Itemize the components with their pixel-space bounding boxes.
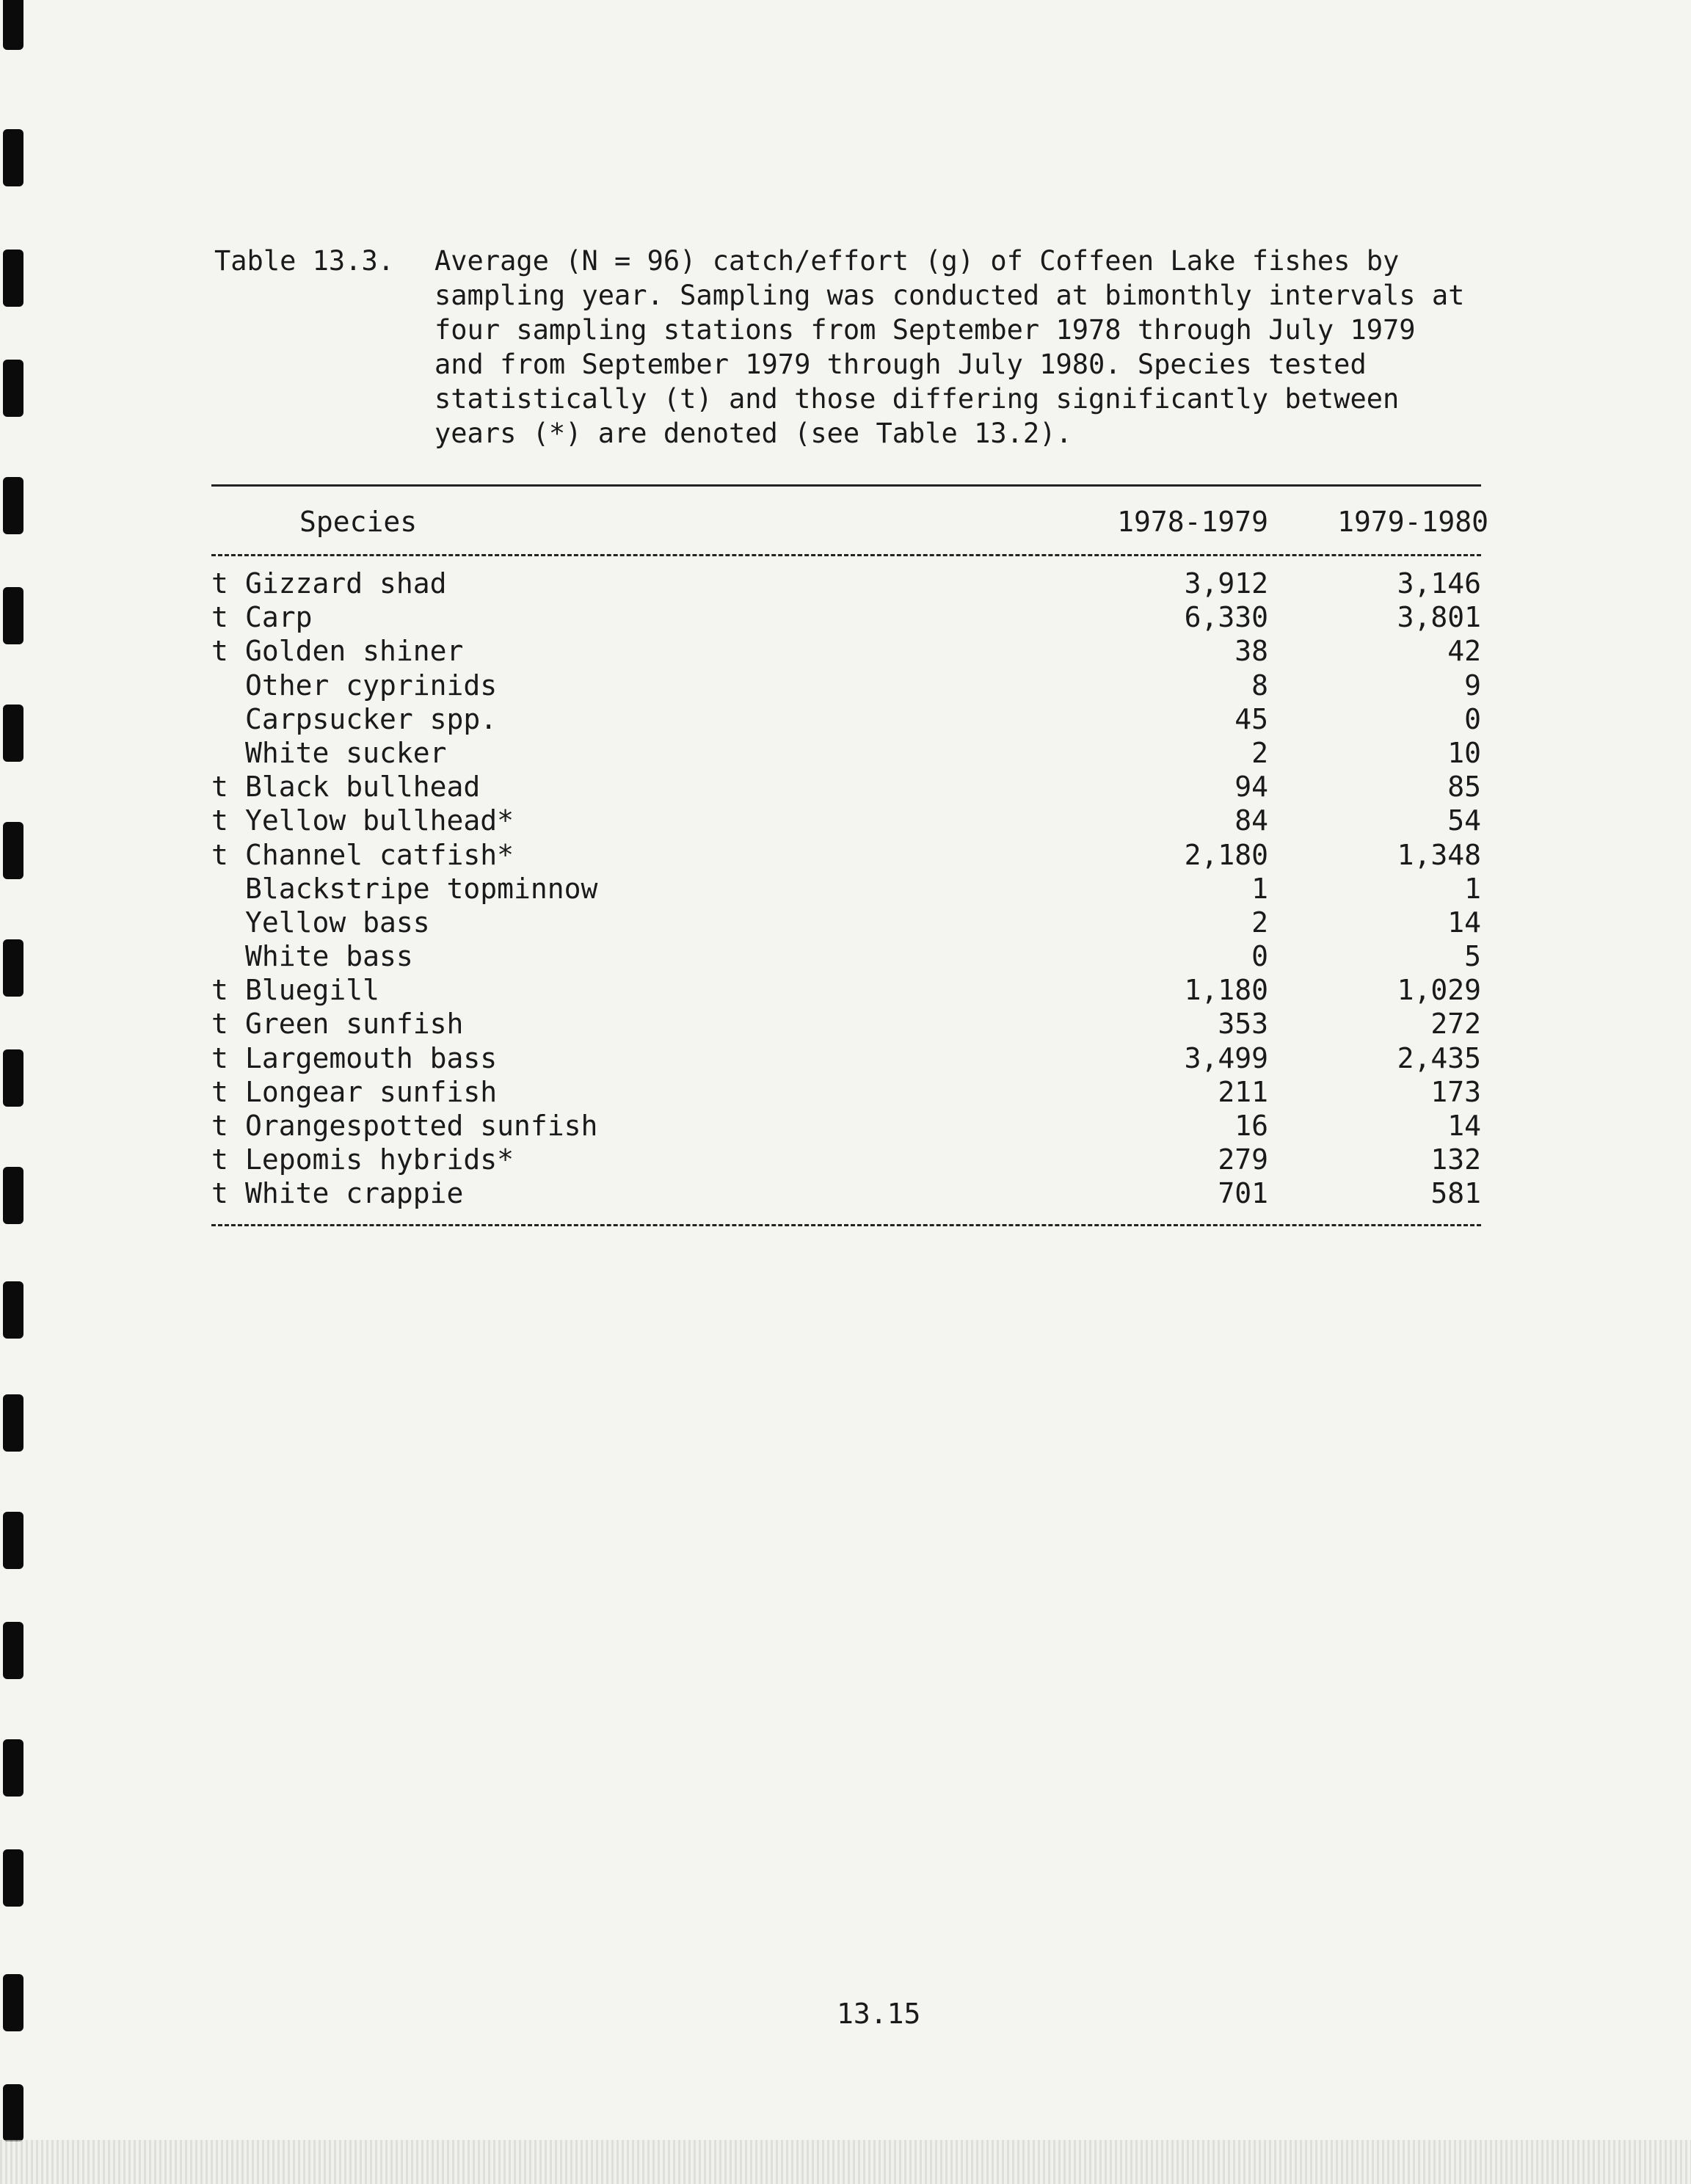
row-mark: t	[211, 804, 228, 837]
species-name: Gizzard shad	[245, 567, 447, 600]
value-1978-1979: 211	[1218, 1075, 1268, 1108]
value-1979-1980: 5	[1464, 940, 1481, 973]
species-name: Carp	[245, 601, 313, 634]
table-caption-text: Average (N = 96) catch/effort (g) of Coffeen Lake fishes by sampling year. Sampling was conducted at bimonthly intervals at four sampling stations from September 1978 through July 1979 and from September 1979 through July 1980. Species tested statistically (t) and those differing significantly between years (*) are denoted (see Table 13.2).	[434, 245, 1465, 449]
table-body	[211, 556, 1481, 1224]
table-row	[211, 567, 1481, 600]
value-1979-1980: 3,146	[1397, 567, 1481, 600]
punch-hole	[3, 705, 23, 762]
species-name: Channel catfish*	[245, 838, 514, 871]
table-row	[211, 906, 1481, 939]
species-name: Orangespotted sunfish	[245, 1110, 598, 1142]
row-mark	[211, 736, 245, 770]
punch-hole	[3, 822, 23, 879]
table-row	[211, 939, 1481, 973]
row-mark: t	[211, 838, 228, 871]
table-row	[211, 634, 1481, 668]
catch-effort-table	[211, 484, 1488, 1226]
species-name: White sucker	[245, 736, 447, 769]
row-mark: t	[211, 1008, 228, 1041]
value-1979-1980: 2,435	[1397, 1041, 1481, 1074]
species-name: Bluegill	[245, 974, 380, 1007]
row-mark: t	[211, 771, 228, 804]
table-row	[211, 1143, 1481, 1176]
punch-hole	[3, 2084, 23, 2141]
value-1978-1979: 1,180	[1184, 974, 1268, 1007]
value-1979-1980: 1	[1464, 872, 1481, 905]
value-1979-1980: 14	[1447, 1110, 1481, 1142]
species-name: Green sunfish	[245, 1008, 464, 1041]
row-mark: t	[211, 974, 228, 1007]
value-1978-1979: 0	[1251, 940, 1268, 973]
header-1978-1979: 1978-1979	[1117, 506, 1268, 538]
value-1978-1979: 353	[1218, 1008, 1268, 1041]
species-name: Largemouth bass	[245, 1041, 498, 1074]
table-top-rule	[211, 484, 1481, 487]
value-1979-1980: 581	[1430, 1177, 1481, 1210]
punch-hole	[3, 1049, 23, 1107]
value-1978-1979: 94	[1234, 771, 1268, 804]
value-1979-1980: 272	[1430, 1008, 1481, 1041]
value-1979-1980: 173	[1430, 1075, 1481, 1108]
species-name: Longear sunfish	[245, 1075, 498, 1108]
value-1979-1980: 9	[1464, 669, 1481, 702]
header-1979-1980: 1979-1980	[1337, 506, 1488, 538]
value-1978-1979: 2,180	[1184, 838, 1268, 871]
row-mark: t	[211, 567, 228, 600]
row-mark	[211, 939, 245, 973]
row-mark: t	[211, 1110, 228, 1142]
row-mark: t	[211, 1075, 228, 1108]
value-1979-1980: 3,801	[1397, 601, 1481, 634]
value-1978-1979: 38	[1234, 635, 1268, 668]
table-row	[211, 1041, 1481, 1075]
value-1979-1980: 10	[1447, 736, 1481, 769]
punch-hole	[3, 587, 23, 644]
table-row	[211, 1007, 1481, 1041]
value-1979-1980: 54	[1447, 804, 1481, 837]
punch-hole	[3, 129, 23, 186]
value-1978-1979: 279	[1218, 1143, 1268, 1176]
value-1979-1980: 42	[1447, 635, 1481, 668]
value-1978-1979: 45	[1234, 702, 1268, 735]
table-caption-label: Table 13.3.	[214, 245, 395, 277]
species-name: Carpsucker spp.	[245, 702, 498, 735]
value-1979-1980: 1,029	[1397, 974, 1481, 1007]
value-1979-1980: 14	[1447, 906, 1481, 939]
table-header-row	[211, 491, 1488, 554]
table-row	[211, 736, 1481, 770]
punch-hole	[3, 1281, 23, 1339]
value-1979-1980: 132	[1430, 1143, 1481, 1176]
table-bottom-rule	[211, 1224, 1481, 1226]
value-1978-1979: 2	[1251, 906, 1268, 939]
punch-hole	[3, 1974, 23, 2031]
species-name: Blackstripe topminnow	[245, 872, 598, 905]
table-row	[211, 838, 1481, 872]
punch-hole	[3, 1394, 23, 1452]
value-1978-1979: 2	[1251, 736, 1268, 769]
row-mark	[211, 702, 245, 736]
row-mark: t	[211, 635, 228, 668]
row-mark: t	[211, 1143, 228, 1176]
value-1978-1979: 16	[1234, 1110, 1268, 1142]
row-mark: t	[211, 601, 228, 634]
value-1978-1979: 1	[1251, 872, 1268, 905]
row-mark: t	[211, 1041, 228, 1074]
table-row	[211, 1075, 1481, 1109]
scan-edge	[0, 2140, 1691, 2184]
table-row	[211, 804, 1481, 837]
value-1979-1980: 1,348	[1397, 838, 1481, 871]
value-1978-1979: 8	[1251, 669, 1268, 702]
species-name: Yellow bass	[245, 906, 430, 939]
species-name: Lepomis hybrids*	[245, 1143, 514, 1176]
value-1978-1979: 3,499	[1184, 1041, 1268, 1074]
binding-holes	[0, 0, 44, 2184]
punch-hole	[3, 0, 23, 50]
value-1978-1979: 84	[1234, 804, 1268, 837]
table-row	[211, 973, 1481, 1007]
punch-hole	[3, 1167, 23, 1224]
table-row	[211, 1176, 1481, 1210]
value-1978-1979: 3,912	[1184, 567, 1268, 600]
row-mark	[211, 669, 245, 702]
value-1978-1979: 6,330	[1184, 601, 1268, 634]
table-caption	[214, 244, 1477, 451]
species-name: Yellow bullhead*	[245, 804, 514, 837]
punch-hole	[3, 1512, 23, 1569]
species-name: White bass	[245, 940, 413, 973]
punch-hole	[3, 1622, 23, 1679]
row-mark	[211, 906, 245, 939]
table-row	[211, 600, 1481, 634]
table-row	[211, 1109, 1481, 1143]
species-name: Other cyprinids	[245, 669, 498, 702]
header-species: Species	[299, 506, 418, 538]
table-row	[211, 872, 1481, 906]
value-1978-1979: 701	[1218, 1177, 1268, 1210]
punch-hole	[3, 939, 23, 997]
value-1979-1980: 85	[1447, 771, 1481, 804]
table-row	[211, 669, 1481, 702]
punch-hole	[3, 1739, 23, 1797]
punch-hole	[3, 250, 23, 307]
punch-hole	[3, 477, 23, 534]
row-mark	[211, 872, 245, 906]
punch-hole	[3, 1849, 23, 1907]
species-name: White crappie	[245, 1177, 464, 1210]
value-1979-1980: 0	[1464, 702, 1481, 735]
punch-hole	[3, 360, 23, 417]
species-name: Black bullhead	[245, 771, 481, 804]
page-number: 13.15	[837, 1998, 921, 2030]
table-row	[211, 702, 1481, 736]
table-row	[211, 770, 1481, 804]
row-mark: t	[211, 1177, 228, 1210]
species-name: Golden shiner	[245, 635, 464, 668]
